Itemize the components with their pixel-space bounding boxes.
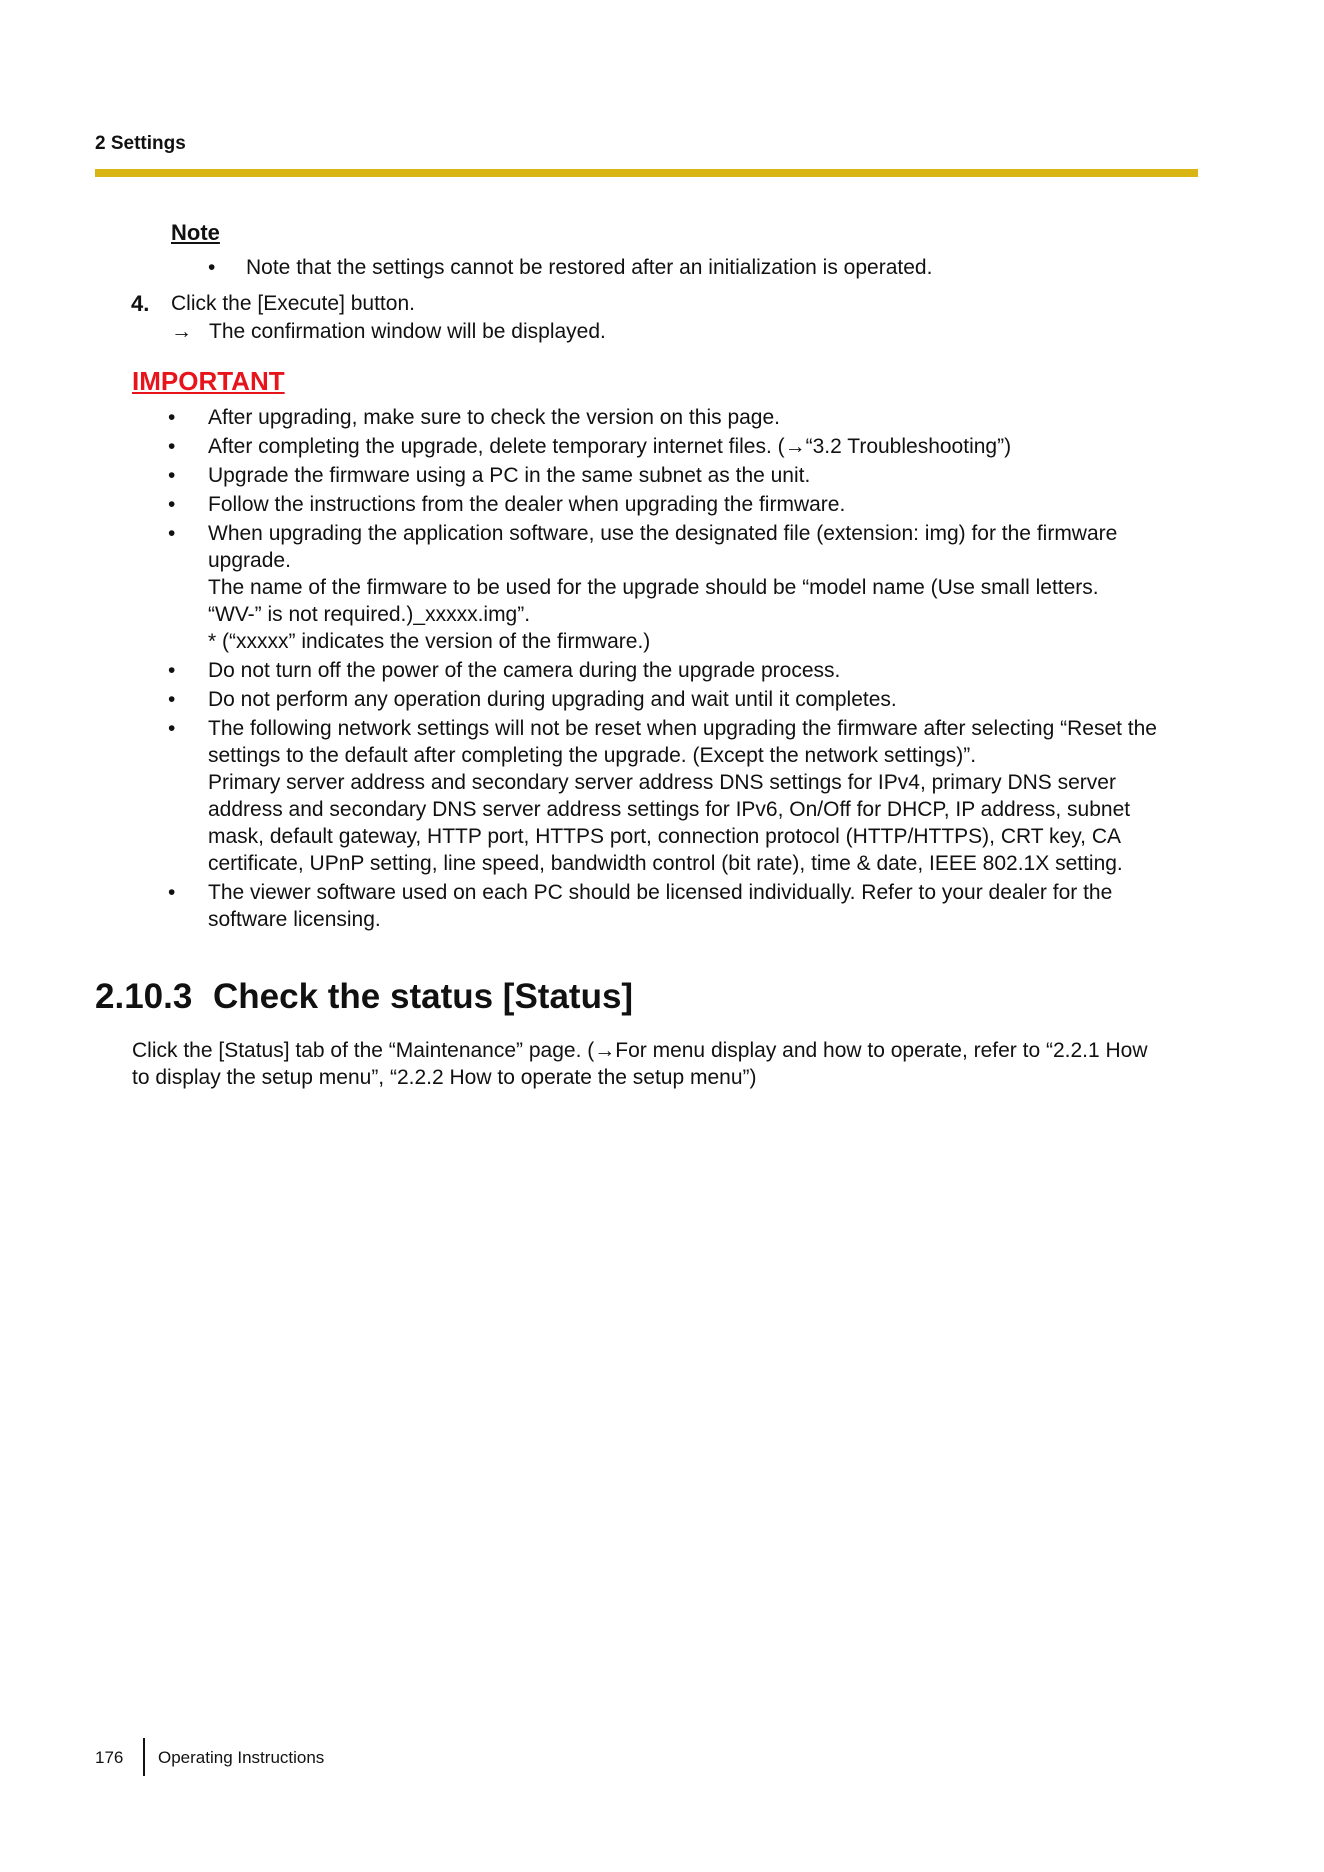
footer-divider xyxy=(143,1738,145,1776)
footer-title: Operating Instructions xyxy=(158,1748,325,1767)
important-item-line: Primary server address and secondary server address DNS settings for IPv4, primary DNS server xyxy=(208,771,1116,794)
important-item-line: “WV-” is not required.)_xxxxx.img”. xyxy=(208,603,531,626)
important-item-line: When upgrading the application software, use the designated file (extension: img) for the firmware xyxy=(208,522,1118,545)
important-item xyxy=(132,657,1207,684)
bullet: • xyxy=(168,464,176,487)
important-item xyxy=(132,879,1207,933)
important-item-line: After upgrading, make sure to check the version on this page. xyxy=(208,406,780,429)
bullet: • xyxy=(208,256,216,279)
bullet: • xyxy=(168,659,176,682)
bullet: • xyxy=(168,406,176,429)
note-item xyxy=(171,254,1201,281)
bullet: • xyxy=(168,522,176,545)
important-item-line: upgrade. xyxy=(208,549,291,572)
important-item xyxy=(132,686,1207,713)
important-item xyxy=(132,491,1207,518)
important-item xyxy=(132,404,1207,431)
step-result-text: The confirmation window will be displayed. xyxy=(209,320,606,343)
section-body-line: to display the setup menu”, “2.2.2 How to operate the setup menu”) xyxy=(132,1066,757,1089)
section-body-line: Click the [Status] tab of the “Maintenance” page. (→For menu display and how to operate, refer to “2.2.1 How xyxy=(132,1039,1148,1062)
important-list xyxy=(132,404,1207,935)
bullet: • xyxy=(168,493,176,516)
note-heading: Note xyxy=(171,220,220,245)
important-item-line: Do not perform any operation during upgrading and wait until it completes. xyxy=(208,688,897,711)
section-title xyxy=(95,977,633,1017)
important-item-line: address and secondary DNS server address settings for IPv6, On/Off for DHCP, IP address, subnet xyxy=(208,798,1131,821)
important-item xyxy=(132,433,1207,460)
result-arrow-icon: → xyxy=(171,320,192,343)
bullet: • xyxy=(168,688,176,711)
page-footer xyxy=(95,1738,495,1776)
section-body xyxy=(132,1037,1207,1091)
bullet: • xyxy=(168,717,176,740)
bullet: • xyxy=(168,881,176,904)
important-item-line: Upgrade the firmware using a PC in the same subnet as the unit. xyxy=(208,464,811,487)
header-rule xyxy=(95,169,1198,177)
important-item xyxy=(132,520,1207,655)
important-item-line: Do not turn off the power of the camera during the upgrade process. xyxy=(208,659,841,682)
important-heading: IMPORTANT xyxy=(132,366,285,396)
important-item-line: * (“xxxxx” indicates the version of the firmware.) xyxy=(208,630,651,653)
important-item xyxy=(132,715,1207,877)
note-list xyxy=(171,254,1201,281)
page-number: 176 xyxy=(95,1748,124,1767)
important-item-line: The viewer software used on each PC should be licensed individually. Refer to your dealer for the xyxy=(208,881,1113,904)
running-header: 2 Settings xyxy=(95,133,186,154)
important-item-line: mask, default gateway, HTTP port, HTTPS port, connection protocol (HTTP/HTTPS), CRT key, CA xyxy=(208,825,1122,848)
important-item-line: After completing the upgrade, delete temporary internet files. (→“3.2 Troubleshooting”) xyxy=(208,435,1012,458)
important-item-line: Follow the instructions from the dealer when upgrading the firmware. xyxy=(208,493,846,516)
step-text: Click the [Execute] button. xyxy=(171,292,415,315)
bullet: • xyxy=(168,435,176,458)
important-item xyxy=(132,462,1207,489)
note-text: Note that the settings cannot be restored after an initialization is operated. xyxy=(246,256,933,279)
step-number: 4. xyxy=(131,291,150,316)
important-item-line: The name of the firmware to be used for the upgrade should be “model name (Use small letters. xyxy=(208,576,1099,599)
important-item-line: settings to the default after completing the upgrade. (Except the network settings)”. xyxy=(208,744,977,767)
section-title-text: Check the status [Status] xyxy=(213,977,634,1016)
important-item-line: certificate, UPnP setting, line speed, bandwidth control (bit rate), time & date, IEEE 802.1X setting. xyxy=(208,852,1123,875)
section-number: 2.10.3 xyxy=(95,977,193,1016)
important-item-line: software licensing. xyxy=(208,908,381,931)
step-result xyxy=(171,318,606,346)
important-item-line: The following network settings will not be reset when upgrading the firmware after selecting “Reset the xyxy=(208,717,1157,740)
